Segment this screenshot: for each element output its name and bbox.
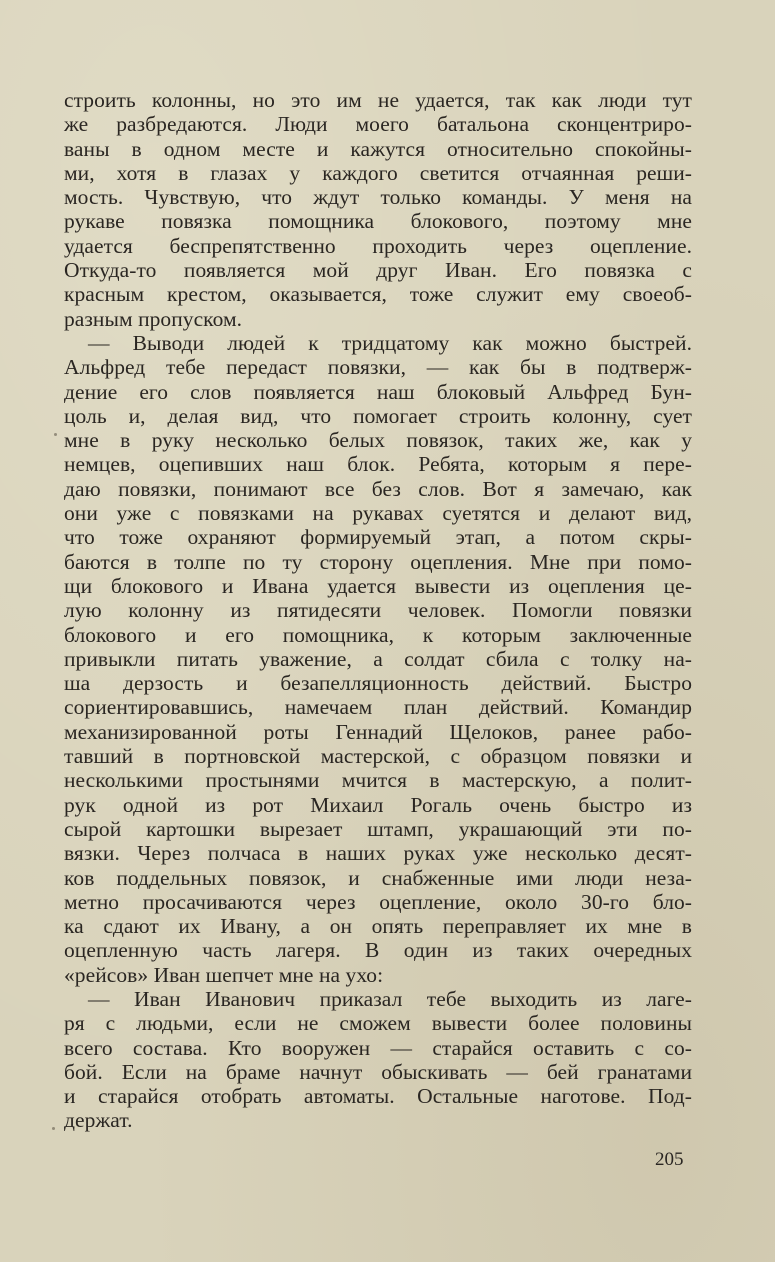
text-line: тавший в портновской мастерской, с образцом повязки и — [64, 744, 692, 769]
text-line: ка сдают их Ивану, а он опять переправляет их мне в — [64, 914, 692, 939]
text-line: немцев, оцепивших наш блок. Ребята, которым я пере- — [64, 452, 692, 477]
text-line: ков поддельных повязок, и снабженные ими люди неза- — [64, 865, 692, 890]
text-line: и старайся отобрать автоматы. Остальные наготове. Под- — [64, 1084, 692, 1109]
text-line: сырой картошки вырезает штамп, украшающий эти по- — [64, 816, 692, 841]
text-line: дение его слов появляется наш блоковый Альфред Бун- — [64, 379, 692, 404]
text-line: же разбредаются. Люди моего батальона сконцентриро- — [64, 112, 692, 137]
text-line: Альфред тебе передаст повязки, — как бы в подтверж- — [64, 355, 692, 380]
text-line: рук одной из рот Михаил Рогаль очень быстро из — [64, 792, 692, 817]
text-line: сориентировавшись, намечаем план действий. Командир — [64, 695, 692, 720]
text-line: лую колонну из пятидесяти человек. Помогли повязки — [64, 598, 692, 623]
text-line: красным крестом, оказывается, тоже служит ему своеоб- — [64, 282, 692, 307]
paper-speck — [52, 1127, 55, 1130]
text-line: они уже с повязками на рукавах суетятся и делают вид, — [64, 501, 692, 526]
text-line: мне в руку несколько белых повязок, таких же, как у — [64, 428, 692, 453]
text-line: ша дерзость и безапелляционность действий. Быстро — [64, 671, 692, 696]
text-line: оцепленную часть лагеря. В один из таких очередных — [64, 938, 692, 963]
paragraph-start-line: — Выводи людей к тридцатому как можно быстрей. — [88, 330, 692, 355]
text-line: мость. Чувствую, что ждут только команды. У меня на — [64, 185, 692, 210]
text-line: механизированной роты Геннадий Щелоков, ранее рабо- — [64, 719, 692, 744]
paper-speck — [54, 433, 57, 436]
text-line: привыкли питать уважение, а солдат сбила с толку на- — [64, 646, 692, 671]
text-line: бой. Если на браме начнут обыскивать — бей гранатами — [64, 1059, 692, 1084]
text-line: «рейсов» Иван шепчет мне на ухо: — [64, 962, 384, 987]
text-line: ми, хотя в глазах у каждого светится отчаянная реши- — [64, 160, 692, 185]
text-line: несколькими простынями мчится в мастерскую, а полит- — [64, 768, 692, 793]
text-line: ваны в одном месте и кажутся относительно спокойны- — [64, 136, 692, 161]
text-line: цоль и, делая вид, что помогает строить колонну, сует — [64, 403, 692, 428]
text-line: щи блокового и Ивана удается вывести из оцепления це- — [64, 573, 692, 598]
text-line: ря с людьми, если не сможем вывести более половины — [64, 1011, 692, 1036]
text-line: всего состава. Кто вооружен — старайся оставить с со- — [64, 1035, 692, 1060]
page-number: 205 — [655, 1149, 684, 1170]
paragraph-start-line: — Иван Иванович приказал тебе выходить из лаге- — [88, 986, 692, 1011]
text-line: строить колонны, но это им не удается, так как люди тут — [64, 88, 692, 112]
body-text — [64, 88, 692, 1133]
text-line: вязки. Через полчаса в наших руках уже несколько десят- — [64, 841, 692, 866]
text-line: что тоже охраняют формируемый этап, а потом скры- — [64, 525, 692, 550]
text-line: разным пропуском. — [64, 306, 243, 331]
text-line: метно просачиваются через оцепление, около 30-го бло- — [64, 889, 692, 914]
text-line: рукаве повязка помощника блокового, поэтому мне — [64, 209, 692, 234]
text-line: удается беспрепятственно проходить через оцепление. — [64, 233, 692, 258]
text-line: Откуда-то появляется мой друг Иван. Его повязка с — [64, 258, 692, 283]
text-line: баются в толпе по ту сторону оцепления. Мне при помо- — [64, 549, 692, 574]
text-line: даю повязки, понимают все без слов. Вот я замечаю, как — [64, 476, 692, 501]
text-line: блокового и его помощника, к которым заключенные — [64, 622, 692, 647]
text-line: держат. — [64, 1108, 133, 1133]
